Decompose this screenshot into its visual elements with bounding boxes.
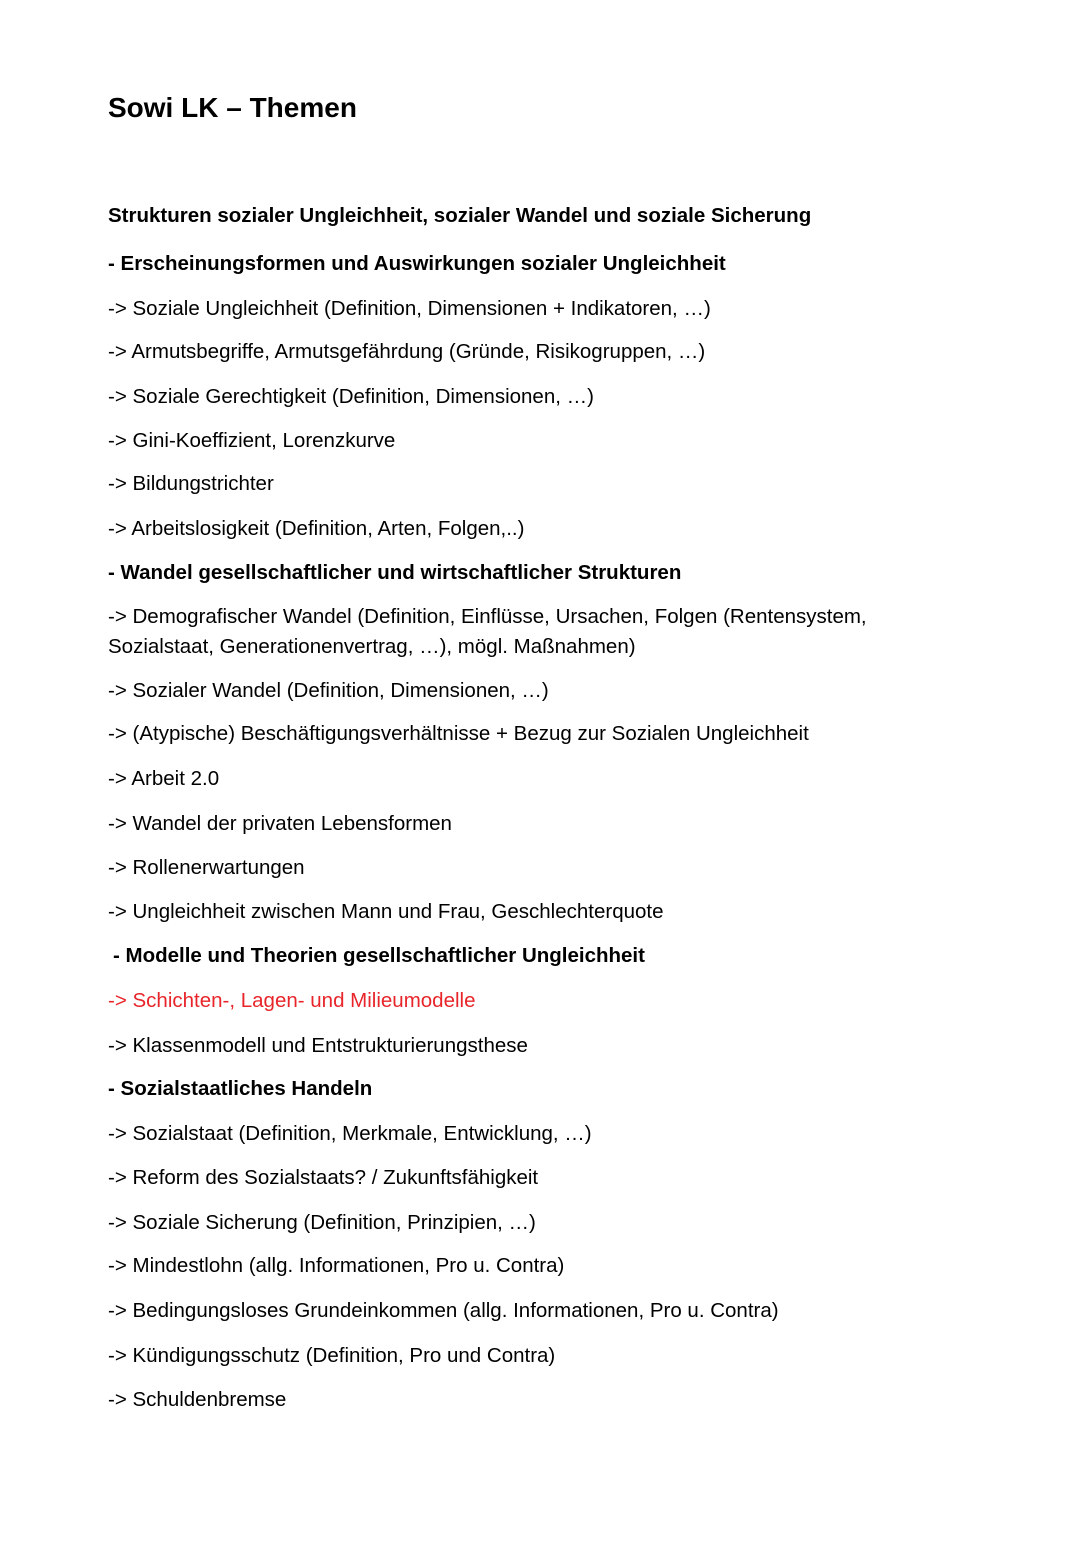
list-item: -> Armutsbegriffe, Armutsgefährdung (Gründe, Risikogruppen, …) [108, 340, 706, 363]
list-item: -> Bedingungsloses Grundeinkommen (allg. Informationen, Pro u. Contra) [108, 1299, 779, 1322]
list-item: -> Reform des Sozialstaats? / Zukunftsfähigkeit [108, 1166, 539, 1189]
list-item: -> Sozialstaat (Definition, Merkmale, Entwicklung, …) [108, 1122, 592, 1145]
list-item: -> Gini-Koeffizient, Lorenzkurve [108, 429, 396, 452]
list-item: -> Sozialer Wandel (Definition, Dimensionen, …) [108, 679, 549, 702]
list-item: -> Bildungstrichter [108, 472, 274, 495]
subheading-wandel: - Wandel gesellschaftlicher und wirtschaftlicher Strukturen [108, 561, 682, 584]
list-item: -> Kündigungsschutz (Definition, Pro und Contra) [108, 1344, 556, 1367]
list-item: -> Klassenmodell und Entstrukturierungsthese [108, 1034, 528, 1057]
list-item: -> Soziale Gerechtigkeit (Definition, Dimensionen, …) [108, 385, 594, 408]
list-item: -> Arbeitslosigkeit (Definition, Arten, Folgen,..) [108, 517, 525, 540]
subheading-sozialstaatliches-handeln: - Sozialstaatliches Handeln [108, 1077, 373, 1100]
list-item: -> Soziale Ungleichheit (Definition, Dimensionen + Indikatoren, …) [108, 297, 711, 320]
main-heading: Strukturen sozialer Ungleichheit, sozialer Wandel und soziale Sicherung [108, 204, 812, 227]
list-item: -> Demografischer Wandel (Definition, Einflüsse, Ursachen, Folgen (Rentensystem, Sozialstaat, Generationenvertrag, …), mögl. Maßnahmen) [108, 605, 867, 658]
page-title: Sowi LK – Themen [108, 92, 357, 123]
list-item-highlighted: -> Schichten-, Lagen- und Milieumodelle [108, 989, 476, 1012]
list-item: -> Ungleichheit zwischen Mann und Frau, Geschlechterquote [108, 900, 664, 923]
list-item: -> (Atypische) Beschäftigungsverhältnisse + Bezug zur Sozialen Ungleichheit [108, 722, 809, 745]
list-item: -> Soziale Sicherung (Definition, Prinzipien, …) [108, 1211, 536, 1234]
subheading-modelle: - Modelle und Theorien gesellschaftlicher Ungleichheit [113, 944, 645, 967]
list-item: -> Rollenerwartungen [108, 856, 305, 879]
list-item: -> Mindestlohn (allg. Informationen, Pro u. Contra) [108, 1254, 565, 1277]
list-item: -> Wandel der privaten Lebensformen [108, 812, 452, 835]
subheading-erscheinungsformen: - Erscheinungsformen und Auswirkungen sozialer Ungleichheit [108, 252, 726, 275]
list-item: -> Arbeit 2.0 [108, 767, 220, 790]
list-item: -> Schuldenbremse [108, 1388, 287, 1411]
